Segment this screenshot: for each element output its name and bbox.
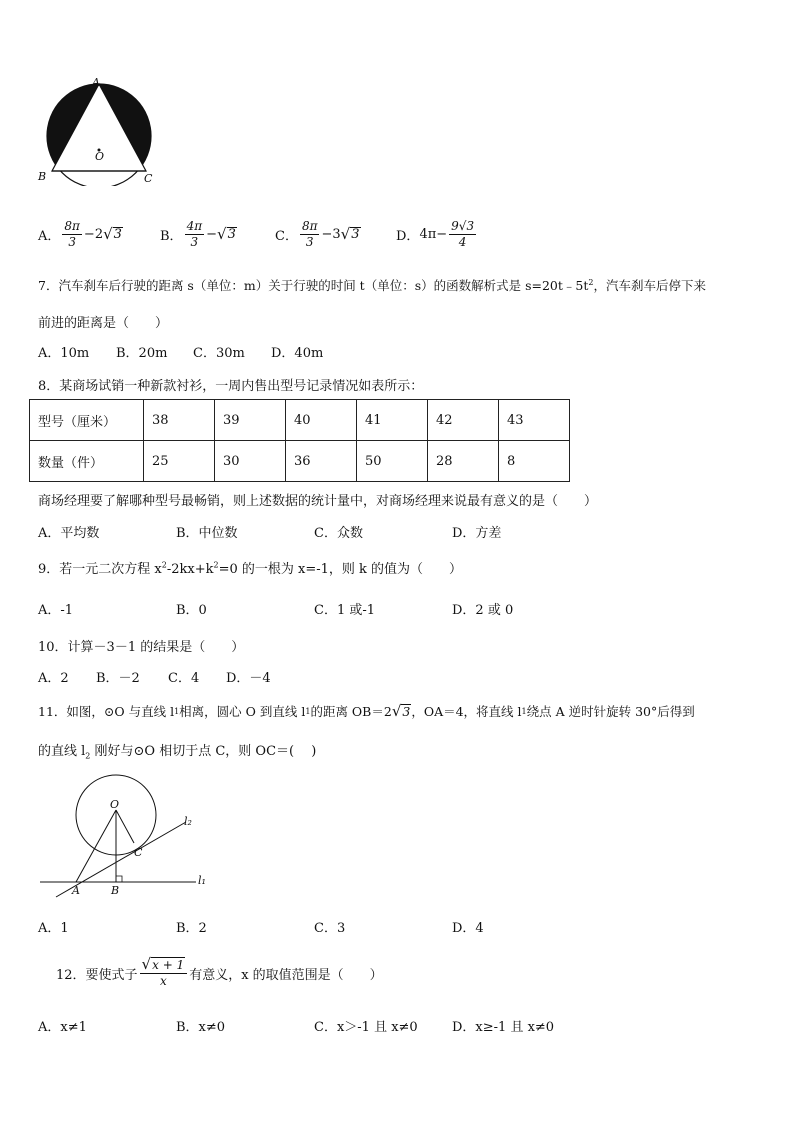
q10-stem: 10．计算－3－1 的结果是（ ） <box>38 640 245 655</box>
q7-option-d[interactable]: D．40m <box>271 346 324 361</box>
q8-option-a[interactable]: A．平均数 <box>38 526 100 541</box>
label-b: B <box>111 884 120 897</box>
q10-option-c[interactable]: C．4 <box>168 671 200 686</box>
q8-question: 商场经理要了解哪种型号最畅销，则上述数据的统计量中，对商场经理来说最有意义的是（ ） <box>38 494 598 509</box>
q9-option-b[interactable]: B．0 <box>176 603 207 618</box>
q6-option-b[interactable]: B． $\frac{4\pi}{3}$ − √ 3 <box>160 218 236 249</box>
right-angle-mark <box>116 876 122 882</box>
table-header-model: 型号（厘米） <box>30 400 144 441</box>
q11-figure <box>36 770 216 900</box>
q6-option-d[interactable]: D． 4π− $\frac{9√3}{4}$ <box>396 218 475 249</box>
table-cell: 30 <box>215 441 286 482</box>
q12-fraction: √ x + 1 x <box>140 957 188 989</box>
q8-option-c[interactable]: C．众数 <box>314 526 363 541</box>
table-cell: 42 <box>428 400 499 441</box>
table-cell: 39 <box>215 400 286 441</box>
segment-oc <box>116 810 134 843</box>
table-cell: 25 <box>144 441 215 482</box>
q9-option-d[interactable]: D．2 或 0 <box>452 603 514 618</box>
q6-options <box>38 212 478 256</box>
q12-options <box>38 1016 554 1035</box>
q11-option-d[interactable]: D．4 <box>452 921 484 936</box>
q6-figure <box>36 74 162 186</box>
label-o: O <box>110 798 120 811</box>
label-l1: l₁ <box>198 874 206 887</box>
q9-option-c[interactable]: C．1 或-1 <box>314 603 376 618</box>
q10-option-b[interactable]: B．－2 <box>96 671 140 686</box>
q12-option-b[interactable]: B．x≠0 <box>176 1020 226 1035</box>
q11-option-a[interactable]: A．1 <box>38 921 69 936</box>
table-cell: 50 <box>357 441 428 482</box>
q8-table <box>29 399 570 482</box>
q11-stem-line2: 的直线 $l_2$ 刚好与⊙O 相切于点 C，则 OC＝( ) <box>38 744 317 761</box>
q7-option-a[interactable]: A．10m <box>38 346 90 361</box>
table-cell: 43 <box>499 400 570 441</box>
q10-option-d[interactable]: D．－4 <box>226 671 271 686</box>
q10-options <box>38 667 271 686</box>
q6-option-c[interactable]: C． $\frac{8\pi}{3}$ −3 √ 3 <box>275 218 360 249</box>
label-l2: l₂ <box>184 815 192 828</box>
q11-stem-line1: 11．如图，⊙O 与直线 l 1 相离，圆心 O 到直线 l 1 的距离 OB＝2 √ 3 ，OA＝4，将直线 l 1 绕点 A 逆时针旋转 30°后得到 <box>38 702 695 720</box>
table-cell: 40 <box>286 400 357 441</box>
table-header-quantity: 数量（件） <box>30 441 144 482</box>
table-cell: 38 <box>144 400 215 441</box>
table-cell: 8 <box>499 441 570 482</box>
label-b: B <box>38 170 47 183</box>
label-c: C <box>144 172 153 185</box>
q9-option-a[interactable]: A．-1 <box>38 603 74 618</box>
label-o: O <box>95 150 105 163</box>
table-row <box>30 441 570 482</box>
q12-stem: 12．要使式子 √ x + 1 x 有意义，x 的取值范围是（ ） <box>56 955 383 988</box>
q8-option-b[interactable]: B．中位数 <box>176 526 238 541</box>
q12-option-d[interactable]: D．x≥-1 且 x≠0 <box>452 1020 555 1035</box>
table-cell: 41 <box>357 400 428 441</box>
q7-stem-line1: 7．汽车刹车后行驶的距离 s（单位：m）关于行驶的时间 t（单位：s）的函数解析式是 $s=20t﹣5t^2$，汽车刹车后停下来 <box>38 277 706 293</box>
q7-options <box>38 342 323 361</box>
q8-options <box>38 522 501 541</box>
label-a: A <box>72 884 80 897</box>
q11-option-c[interactable]: C．3 <box>314 921 346 936</box>
table-cell: 28 <box>428 441 499 482</box>
q8-option-d[interactable]: D．方差 <box>452 526 502 541</box>
q7-option-c[interactable]: C．30m <box>193 346 245 361</box>
q9-stem: 9．若一元二次方程 $x^2-2kx+k^2=0$ 的一根为 x=-1，则 k 的值为（ ） <box>38 560 463 577</box>
q9-options <box>38 599 513 618</box>
q12-option-c[interactable]: C．x＞-1 且 x≠0 <box>314 1020 418 1035</box>
table-row <box>30 400 570 441</box>
segment-oa <box>76 810 116 882</box>
q10-option-a[interactable]: A．2 <box>38 671 69 686</box>
label-a: A <box>92 76 100 89</box>
q6-option-a[interactable]: A． $\frac{8\pi}{3}$ −2 √ 3 <box>38 218 122 249</box>
label-c: C <box>134 846 143 859</box>
q12-option-a[interactable]: A．x≠1 <box>38 1020 87 1035</box>
q7-stem-line2: 前进的距离是（ ） <box>38 316 169 331</box>
q11-option-b[interactable]: B．2 <box>176 921 207 936</box>
table-cell: 36 <box>286 441 357 482</box>
q8-stem: 8．某商场试销一种新款衬衫，一周内售出型号记录情况如表所示： <box>38 379 424 394</box>
q7-option-b[interactable]: B．20m <box>116 346 168 361</box>
q11-options <box>38 917 484 936</box>
